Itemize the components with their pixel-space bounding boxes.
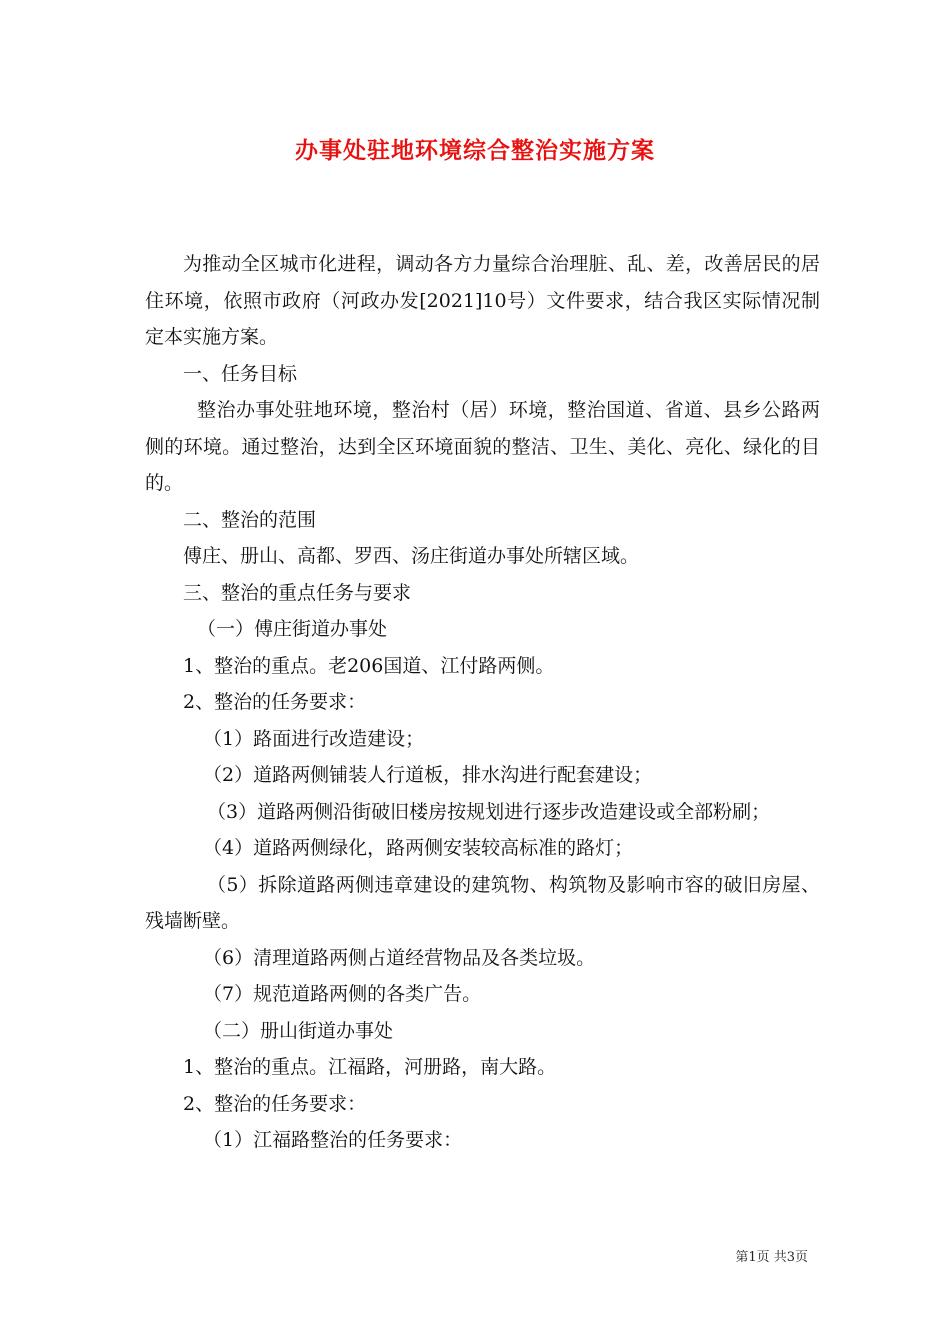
list-item: （1）路面进行改造建设； xyxy=(203,727,425,750)
list-item: 1、整治的重点。老206国道、江付路两侧。 xyxy=(183,654,555,677)
list-item: 2、整治的任务要求： xyxy=(183,691,367,713)
subsection-heading-fuzhuang: （一）傅庄街道办事处 xyxy=(197,618,388,640)
section-heading-goals: 一、任务目标 xyxy=(183,362,298,385)
subsection-heading-ceshan: （二）册山街道办事处 xyxy=(203,1019,394,1042)
scope-paragraph: 傅庄、册山、高都、罗西、汤庄街道办事处所辖区域。 xyxy=(183,545,640,567)
page-number: 第1页 共3页 xyxy=(735,1250,808,1265)
list-item: （5）拆除道路两侧违章建设的建筑物、构筑物及影响市容的破旧房屋、残墙断壁。 xyxy=(145,873,820,932)
section-heading-scope: 二、整治的范围 xyxy=(183,508,317,531)
goals-paragraph: 整治办事处驻地环境，整治村（居）环境，整治国道、省道、县乡公路两侧的环境。通过整治，达到全区环境面貌的整洁、卫生、美化、亮化、绿化的目的。 xyxy=(145,399,820,494)
list-item: （3）道路两侧沿街破旧楼房按规划进行逐步改造建设或全部粉刷； xyxy=(207,800,771,823)
list-item: 1、整治的重点。江福路，河册路，南大路。 xyxy=(183,1056,557,1078)
list-item: （4）道路两侧绿化，路两侧安装较高标准的路灯； xyxy=(203,837,634,859)
document-body xyxy=(145,246,820,1159)
intro-paragraph: 为推动全区城市化进程，调动各方力量综合治理脏、乱、差，改善居民的居住环境，依照市政府（河政办发[2021]10号）文件要求，结合我区实际情况制定本实施方案。 xyxy=(145,253,820,348)
list-item: （6）清理道路两侧占道经营物品及各类垃圾。 xyxy=(203,946,596,969)
section-heading-tasks: 三、整治的重点任务与要求 xyxy=(183,581,412,604)
list-item: （1）江福路整治的任务要求： xyxy=(203,1129,463,1151)
document-title: 办事处驻地环境综合整治实施方案 xyxy=(295,137,655,164)
list-item: 2、整治的任务要求： xyxy=(183,1092,367,1115)
list-item: （7）规范道路两侧的各类广告。 xyxy=(203,983,482,1005)
list-item: （2）道路两侧铺装人行道板，排水沟进行配套建设； xyxy=(203,764,653,786)
